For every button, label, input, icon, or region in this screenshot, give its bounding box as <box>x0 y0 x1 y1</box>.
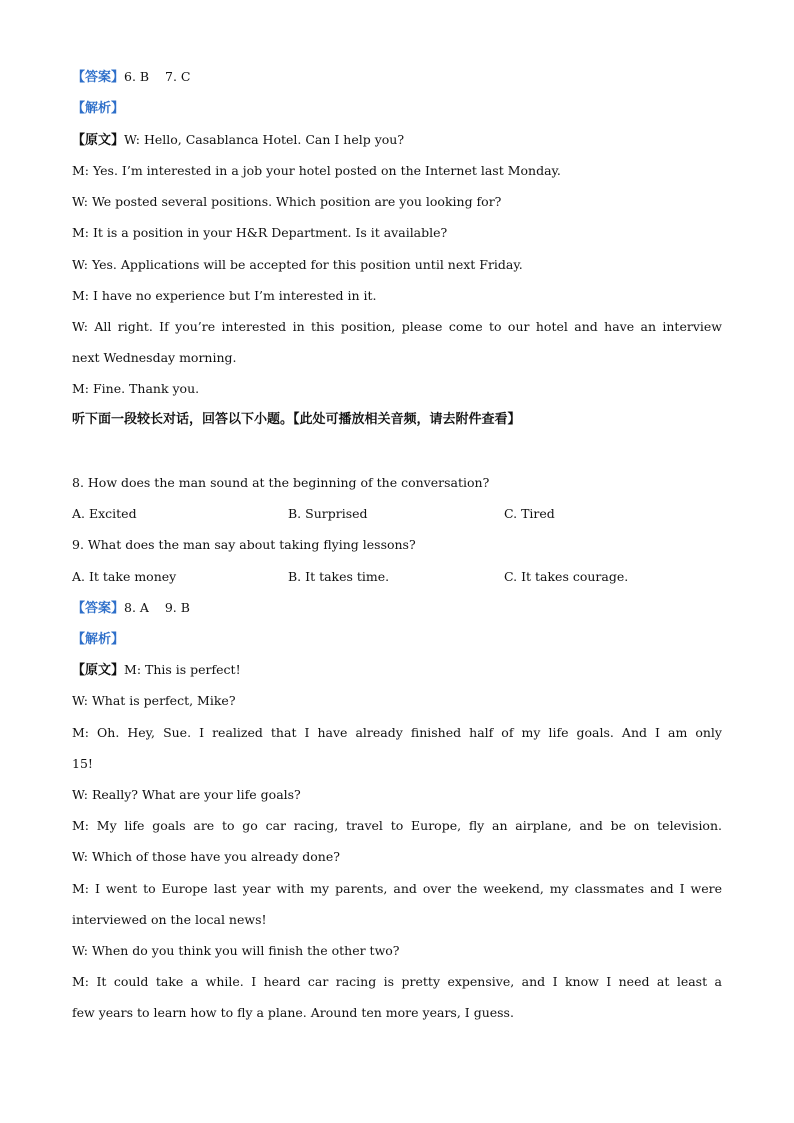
transcript-line: 15! <box>72 756 93 771</box>
transcript-line <box>72 132 722 149</box>
analysis-line-1 <box>72 100 722 117</box>
transcript-line: few years to learn how to fly a plane. Around ten more years, I guess. <box>72 1005 514 1020</box>
transcript-text: M: This is perfect! <box>124 662 241 677</box>
transcript-line: M: I went to Europe last year with my parents, and over the weekend, my classmates and I were <box>72 881 722 896</box>
answer-tag: 【答案】 <box>72 601 125 616</box>
transcript-line: W: All right. If you’re interested in this position, please come to our hotel and have an interview <box>72 319 722 334</box>
transcript-line: next Wednesday morning. <box>72 350 237 365</box>
transcript-line: W: What is perfect, Mike? <box>72 693 236 708</box>
transcript-line: M: My life goals are to go car racing, travel to Europe, fly an airplane, and be on television. <box>72 818 722 833</box>
option-c: C. It takes courage. <box>504 569 629 584</box>
transcript-tag: 【原文】 <box>72 663 125 678</box>
option-b: B. It takes time. <box>288 569 390 584</box>
transcript-line: M: It could take a while. I heard car racing is pretty expensive, and I know I need at least a <box>72 974 722 989</box>
transcript-line: W: Yes. Applications will be accepted for this position until next Friday. <box>72 257 523 272</box>
option-b: B. Surprised <box>288 506 368 521</box>
transcript-line: W: Which of those have you already done? <box>72 849 340 864</box>
option-a: A. Excited <box>72 506 137 521</box>
question-8-stem: 8. How does the man sound at the beginning of the conversation? <box>72 475 490 490</box>
answer-line-2 <box>72 600 722 617</box>
transcript-line: interviewed on the local news! <box>72 912 267 927</box>
transcript-line: W: When do you think you will finish the other two? <box>72 943 400 958</box>
answer-line-1 <box>72 69 722 86</box>
question-9-stem: 9. What does the man say about taking flying lessons? <box>72 537 416 552</box>
answer-text: 8. A 9. B <box>124 600 190 615</box>
transcript-line: W: Really? What are your life goals? <box>72 787 301 802</box>
transcript-tag: 【原文】 <box>72 133 125 148</box>
answer-tag: 【答案】 <box>72 70 125 85</box>
analysis-line-2 <box>72 631 722 648</box>
transcript-text: W: Hello, Casablanca Hotel. Can I help you? <box>124 132 405 147</box>
answer-text: 6. B 7. C <box>124 69 191 84</box>
transcript-line: M: I have no experience but I’m interested in it. <box>72 288 377 303</box>
analysis-tag: 【解析】 <box>72 632 125 647</box>
listening-instruction: 听下面一段较长对话，回答以下小题。【此处可播放相关音频，请去附件查看】 <box>72 412 521 427</box>
analysis-tag: 【解析】 <box>72 101 125 116</box>
transcript-line: M: Oh. Hey, Sue. I realized that I have already finished half of my life goals. And I am only <box>72 725 722 740</box>
option-c: C. Tired <box>504 506 555 521</box>
transcript-line: W: We posted several positions. Which position are you looking for? <box>72 194 502 209</box>
transcript-line: M: Yes. I’m interested in a job your hotel posted on the Internet last Monday. <box>72 163 561 178</box>
transcript-line: M: Fine. Thank you. <box>72 381 200 396</box>
transcript-line <box>72 662 722 679</box>
transcript-line: M: It is a position in your H&R Department. Is it available? <box>72 225 448 240</box>
option-a: A. It take money <box>72 569 177 584</box>
